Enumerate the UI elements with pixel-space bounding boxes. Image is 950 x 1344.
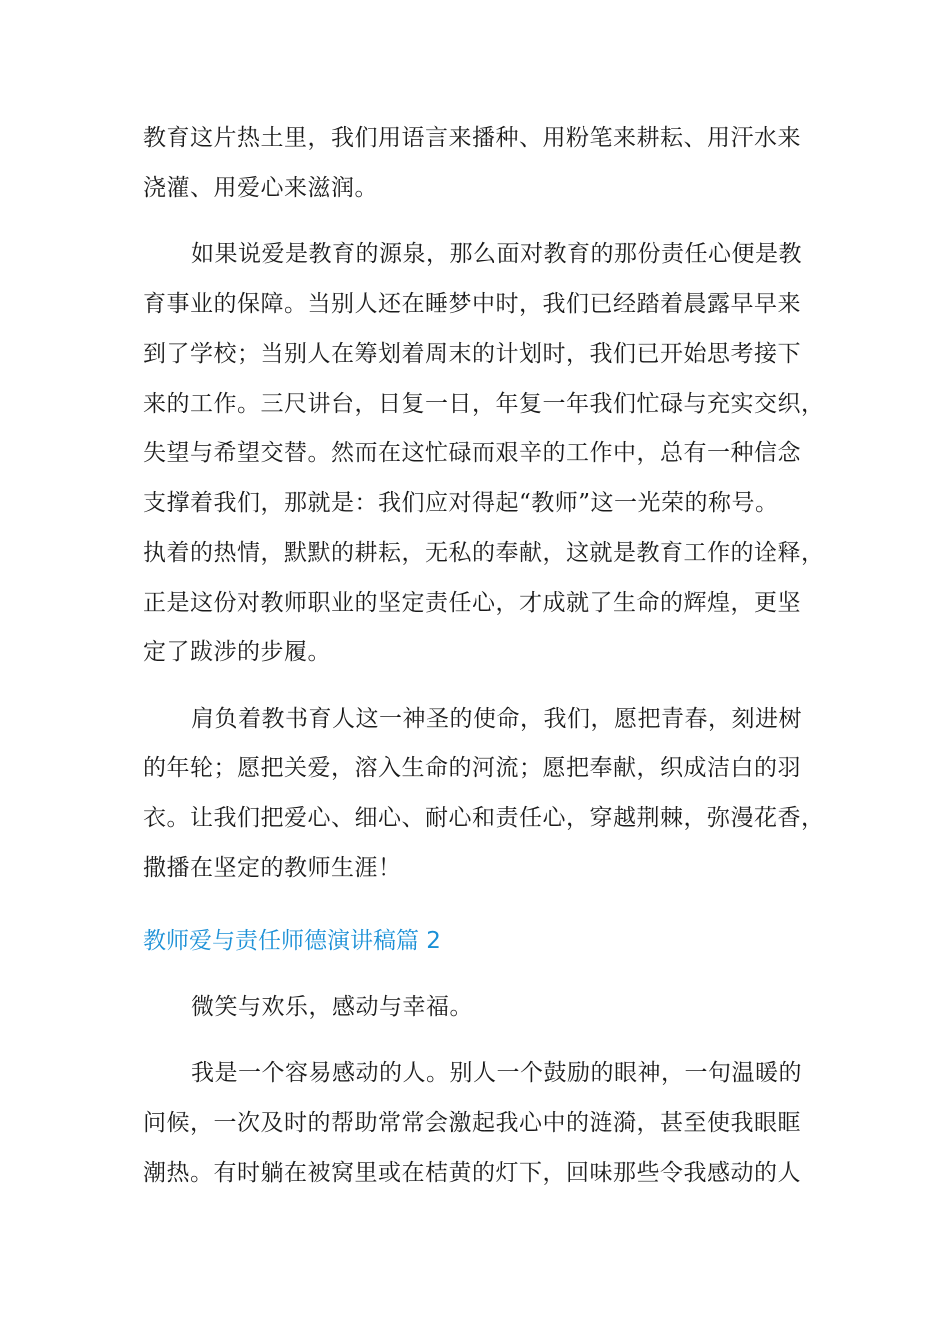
paragraph-line: 如果说爱是教育的源泉，那么面对教育的那份责任心便是教 xyxy=(191,241,802,267)
paragraph-line: 肩负着教书育人这一神圣的使命，我们，愿把青春，刻进树 xyxy=(191,706,802,732)
paragraph-line: 浇灌、用爱心来滋润。 xyxy=(143,175,378,201)
paragraph-line: 育事业的保障。当别人还在睡梦中时，我们已经踏着晨露早早来 xyxy=(143,291,801,317)
paragraph-line: 执着的热情，默默的耕耘，无私的奉献，这就是教育工作的诠释， xyxy=(143,540,825,566)
paragraph-line: 来的工作。三尺讲台，日复一日，年复一年我们忙碌与充实交织， xyxy=(143,391,825,417)
paragraph-line: 撒播在坚定的教师生涯！ xyxy=(143,855,402,881)
paragraph-line: 到了学校；当别人在筹划着周末的计划时，我们已开始思考接下 xyxy=(143,341,801,367)
paragraph-line: 衣。让我们把爱心、细心、耐心和责任心，穿越荆棘，弥漫花香， xyxy=(143,805,825,831)
paragraph-line: 潮热。有时躺在被窝里或在桔黄的灯下，回味那些令我感动的人 xyxy=(143,1160,801,1186)
paragraph-line: 正是这份对教师职业的坚定责任心，才成就了生命的辉煌，更坚 xyxy=(143,590,801,616)
paragraph-line: 问候，一次及时的帮助常常会激起我心中的涟漪，甚至使我眼眶 xyxy=(143,1110,801,1136)
paragraph-line: 教育这片热土里，我们用语言来播种、用粉笔来耕耘、用汗水来 xyxy=(143,125,801,151)
paragraph-line: 支撑着我们，那就是：我们应对得起“教师”这一光荣的称号。 xyxy=(143,490,779,516)
paragraph-line: 的年轮；愿把关爱，溶入生命的河流；愿把奉献，织成洁白的羽 xyxy=(143,755,801,781)
paragraph-line: 微笑与欢乐，感动与幸福。 xyxy=(191,994,473,1020)
paragraph-line: 我是一个容易感动的人。别人一个鼓励的眼神，一句温暖的 xyxy=(191,1060,802,1086)
paragraph-line: 定了跋涉的步履。 xyxy=(143,639,331,665)
paragraph-line: 失望与希望交替。然而在这忙碌而艰辛的工作中，总有一种信念 xyxy=(143,440,801,466)
section-heading: 教师爱与责任师德演讲稿篇 2 xyxy=(143,928,441,954)
